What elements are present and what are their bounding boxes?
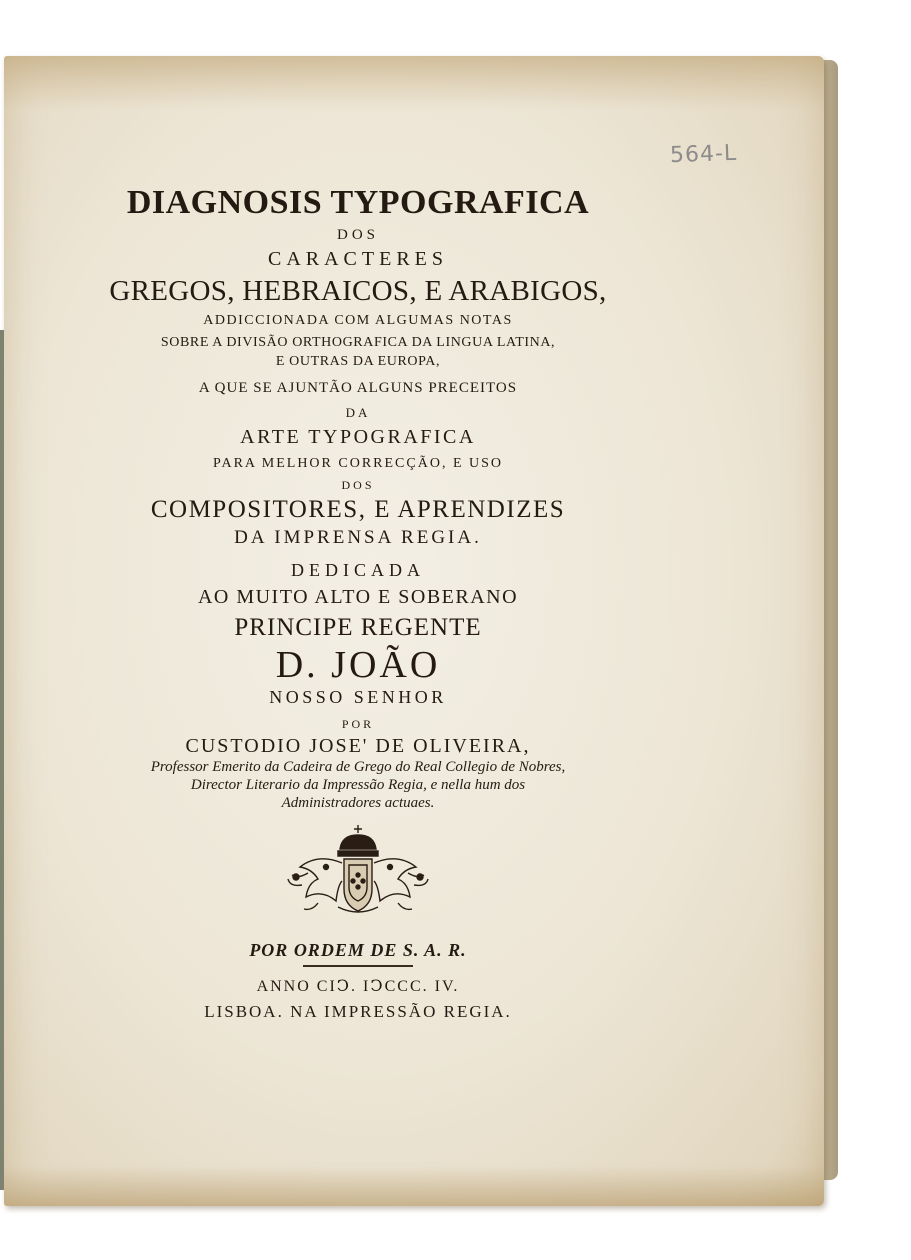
line-por-ordem: POR ORDEM DE S. A. R.	[249, 940, 467, 960]
line-ajuntao: A QUE SE AJUNTÃO ALGUNS PRECEITOS	[198, 380, 518, 396]
line-dedicada: DEDICADA	[291, 560, 425, 580]
shelfmark-annotation: 564-L	[669, 140, 738, 169]
author-title-1: Professor Emerito da Cadeira de Grego do Real Collegio de Nobres,	[150, 759, 566, 775]
line-ao: AO MUITO ALTO E SOBERANO	[197, 586, 519, 608]
line-para: PARA MELHOR CORRECÇÃO, E USO	[212, 456, 504, 471]
line-addiccionada: ADDICCIONADA COM ALGUMAS NOTAS	[203, 313, 513, 328]
line-arte: ARTE TYPOGRAFICA	[240, 426, 476, 448]
line-joao: D. JOÃO	[275, 644, 441, 686]
line-compositores: COMPOSITORES, E APRENDIZES	[150, 496, 566, 523]
line-languages: GREGOS, HEBRAICOS, E ARABIGOS,	[109, 275, 607, 307]
title-page-text	[70, 186, 646, 1020]
royal-coat-of-arms-icon	[278, 823, 438, 923]
line-da: DA	[345, 405, 371, 420]
line-outras: E OUTRAS DA EUROPA,	[275, 354, 441, 369]
line-nosso-senhor: NOSSO SENHOR	[269, 687, 447, 707]
line-sobre: SOBRE A DIVISÃO ORTHOGRAFICA DA LINGUA LATINA,	[160, 335, 556, 350]
decorative-rule	[303, 965, 413, 967]
line-dos: DOS	[336, 227, 379, 243]
line-dos-2: DOS	[341, 478, 375, 492]
book-title: DIAGNOSIS TYPOGRAFICA	[126, 184, 590, 221]
line-por: POR	[341, 717, 375, 731]
line-anno: ANNO CIↃ. IↃCCC. IV.	[256, 978, 460, 995]
author-name: CUSTODIO JOSE' DE OLIVEIRA,	[185, 735, 531, 757]
author-title-3: Administradores actuaes.	[281, 795, 435, 811]
line-principe: PRINCIPE REGENTE	[234, 614, 482, 641]
line-imprensa: DA IMPRENSA REGIA.	[234, 527, 482, 548]
line-caracteres: CARACTERES	[267, 248, 449, 270]
line-imprint: LISBOA. NA IMPRESSÃO REGIA.	[204, 1002, 512, 1021]
author-title-2: Director Literario da Impressão Regia, e nella hum dos	[190, 777, 526, 793]
